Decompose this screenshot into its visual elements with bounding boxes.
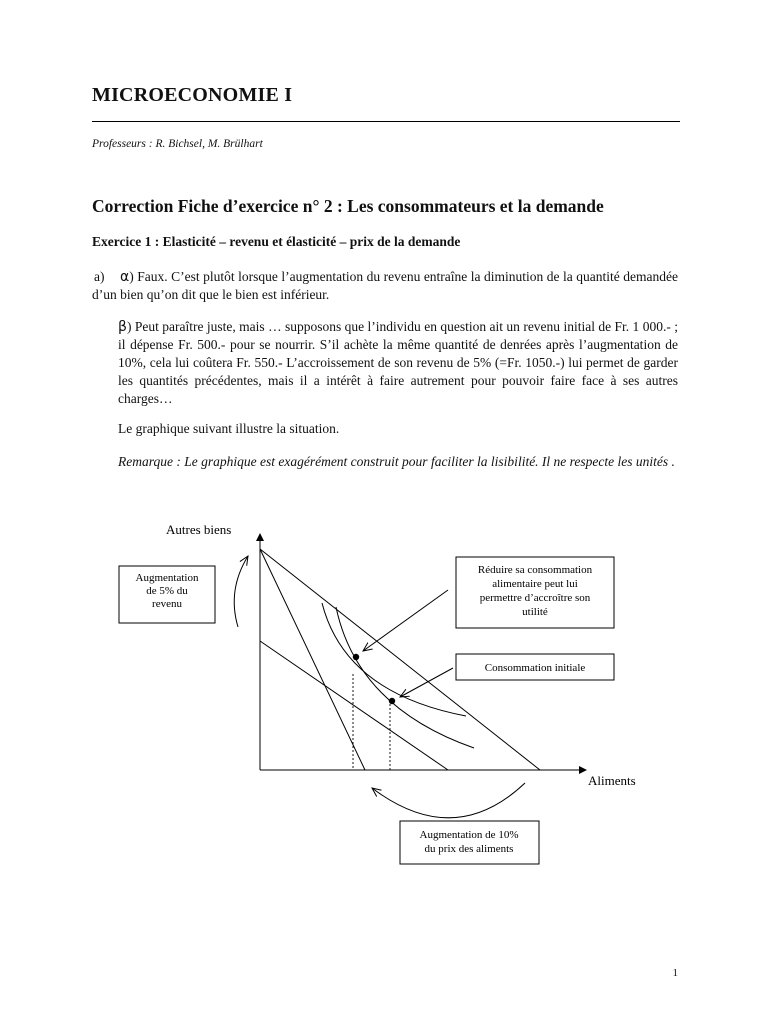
professors-line: Professeurs : R. Bichsel, M. Brülhart: [92, 138, 263, 150]
price-shift-arrow: [372, 783, 525, 818]
reduce-box-line-3: permettre d’accroître son: [479, 592, 591, 604]
price-box-line-2: du prix des aliments: [424, 843, 514, 855]
y-axis-label: Autres biens: [166, 522, 232, 537]
budget-line-after-price-increase: [260, 641, 448, 770]
reduce-box-line-4: utilité: [522, 606, 548, 618]
initial-box-label: Consommation initiale: [484, 662, 586, 674]
beta-symbol: β: [118, 319, 127, 335]
reduce-pointer-arrow: [363, 590, 448, 651]
budget-line-after-income-increase: [260, 549, 365, 770]
exercise-title: Exercice 1 : Elasticité – revenu et élasticité – prix de la demande: [92, 234, 461, 249]
initial-pointer-arrow: [400, 668, 453, 697]
alpha-text: ) Faux. C’est plutôt lorsque l’augmentation du revenu entraîne la diminution de la quantité demandée d’un bien qu’on dit que le bien est inférieur.: [92, 269, 678, 302]
section-title: Correction Fiche d’exercice n° 2 : Les consommateurs et la demande: [92, 196, 604, 216]
course-title: MICROECONOMIE I: [92, 84, 293, 106]
remark: Remarque : Le graphique est exagérément construit pour faciliter la lisibilité. Il ne respecte les unités .: [118, 454, 675, 469]
new-optimum-point: [353, 654, 359, 660]
item-label: a): [94, 269, 105, 284]
reduce-box-line-1: Réduire sa consommation: [477, 564, 593, 576]
beta-text: ) Peut paraître juste, mais … supposons que l’individu en question ait un revenu initial de Fr. 1 000.- ; il dépense Fr. 500.- pour se nourrir. S’il achète la même quantité de denrées après l’augmentation de 10%, cela lui coûtera Fr. 550.- L’accroissement de son revenu de 5% (=Fr. 1050.-) lui permet de garder les quantités précédentes, mais il a intérêt à faire autrement pour pouvoir faire face à ses autres charges…: [118, 319, 678, 406]
income-shift-arrow: [234, 556, 248, 627]
reduce-box-line-2: alimentaire peut lui: [492, 578, 578, 590]
initial-optimum-point: [389, 698, 395, 704]
income-box-line-3: revenu: [152, 598, 182, 610]
alpha-symbol: α: [120, 269, 130, 285]
income-box-line-1: Augmentation: [135, 572, 199, 584]
page-number: 1: [672, 967, 678, 979]
price-box-line-1: Augmentation de 10%: [419, 829, 519, 841]
x-axis-label: Aliments: [588, 773, 636, 788]
indifference-curve-high: [336, 607, 474, 748]
income-box-line-2: de 5% du: [146, 585, 188, 597]
graph-intro: Le graphique suivant illustre la situation.: [118, 421, 340, 436]
